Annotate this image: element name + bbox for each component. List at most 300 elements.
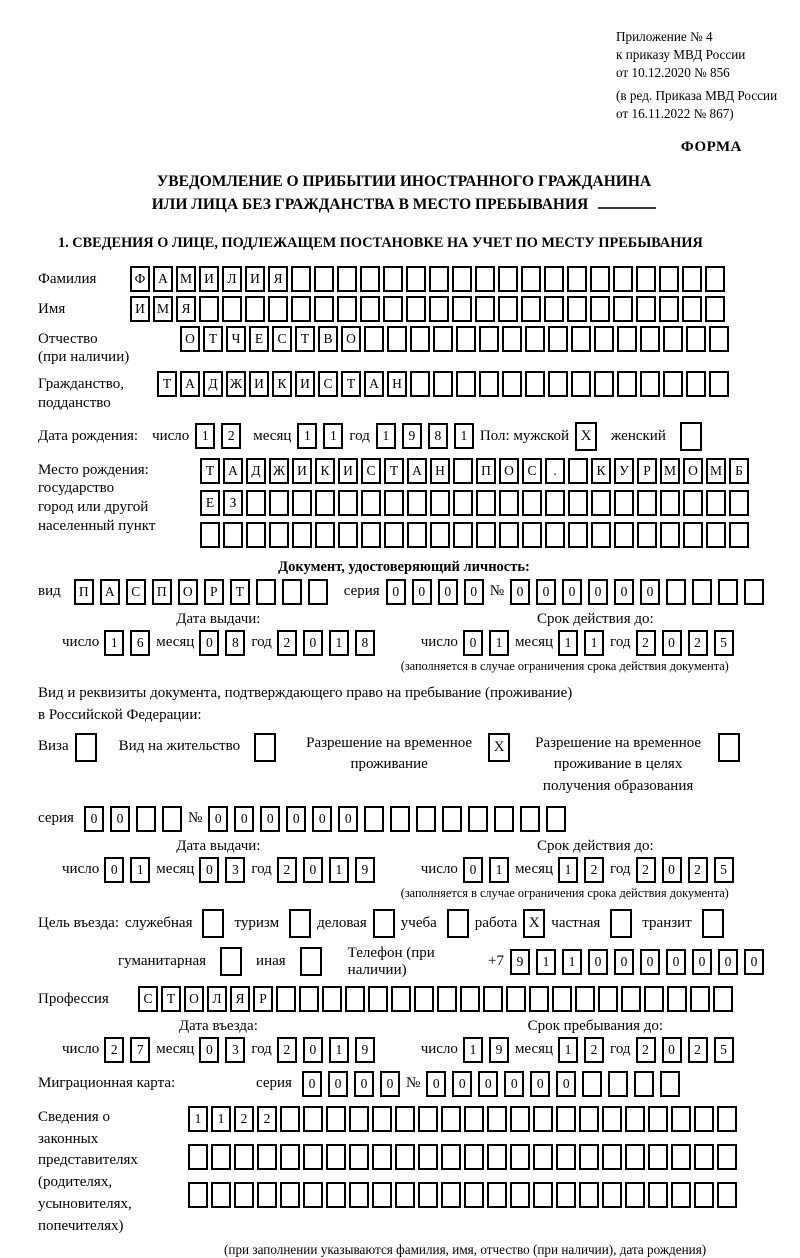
char-cell[interactable]: 2 [688,630,708,656]
char-cell[interactable] [291,296,311,322]
char-cell[interactable] [671,1106,691,1132]
char-cell[interactable] [608,1071,628,1097]
char-cell[interactable]: 2 [277,857,297,883]
char-cell[interactable]: 2 [636,630,656,656]
char-cell[interactable]: Р [637,458,657,484]
char-cell[interactable] [671,1144,691,1170]
checkbox-male[interactable]: X [575,422,597,451]
checkbox-business[interactable] [373,909,395,938]
char-cell[interactable] [414,986,434,1012]
char-cell[interactable]: М [706,458,726,484]
char-cell[interactable]: 1 [558,630,578,656]
char-cell[interactable]: Т [200,458,220,484]
char-cell[interactable]: 1 [536,949,556,975]
char-cell[interactable] [520,806,540,832]
char-cell[interactable]: Я [230,986,250,1012]
char-cell[interactable] [648,1182,668,1208]
char-cell[interactable] [383,296,403,322]
char-cell[interactable]: 0 [662,857,682,883]
char-cell[interactable] [391,986,411,1012]
char-cell[interactable] [479,326,499,352]
char-cell[interactable] [663,326,683,352]
char-cell[interactable] [315,522,335,548]
char-cell[interactable]: Я [176,296,196,322]
char-cell[interactable]: 1 [376,423,396,449]
char-cell[interactable]: 2 [688,857,708,883]
char-cell[interactable] [364,806,384,832]
char-cell[interactable]: 1 [329,1037,349,1063]
char-cell[interactable]: К [315,458,335,484]
char-cell[interactable]: С [126,579,146,605]
char-cell[interactable] [663,371,683,397]
char-cell[interactable]: Ж [226,371,246,397]
char-cell[interactable]: 0 [380,1071,400,1097]
char-cell[interactable] [568,458,588,484]
char-cell[interactable] [579,1106,599,1132]
char-cell[interactable] [598,986,618,1012]
char-cell[interactable] [525,326,545,352]
checkbox-residence-permit[interactable] [254,733,276,762]
checkbox-tourism[interactable] [289,909,311,938]
char-cell[interactable]: 1 [562,949,582,975]
char-cell[interactable] [476,522,496,548]
char-cell[interactable]: 2 [688,1037,708,1063]
char-cell[interactable]: 8 [355,630,375,656]
char-cell[interactable] [667,986,687,1012]
char-cell[interactable]: 0 [110,806,130,832]
char-cell[interactable]: П [74,579,94,605]
char-cell[interactable]: П [476,458,496,484]
char-cell[interactable] [245,296,265,322]
char-cell[interactable] [718,579,738,605]
char-cell[interactable] [441,1106,461,1132]
char-cell[interactable]: Т [203,326,223,352]
char-cell[interactable]: Т [230,579,250,605]
char-cell[interactable] [713,986,733,1012]
char-cell[interactable]: Т [341,371,361,397]
char-cell[interactable] [303,1182,323,1208]
char-cell[interactable] [360,296,380,322]
char-cell[interactable] [361,522,381,548]
char-cell[interactable] [621,986,641,1012]
char-cell[interactable]: 2 [104,1037,124,1063]
char-cell[interactable] [567,266,587,292]
char-cell[interactable]: 0 [504,1071,524,1097]
char-cell[interactable] [683,490,703,516]
char-cell[interactable] [188,1182,208,1208]
char-cell[interactable] [717,1182,737,1208]
char-cell[interactable]: И [249,371,269,397]
char-cell[interactable]: 0 [328,1071,348,1097]
char-cell[interactable] [544,266,564,292]
char-cell[interactable]: Е [200,490,220,516]
char-cell[interactable] [637,522,657,548]
char-cell[interactable]: 0 [303,1037,323,1063]
char-cell[interactable] [686,326,706,352]
char-cell[interactable]: 0 [744,949,764,975]
char-cell[interactable]: 0 [199,630,219,656]
char-cell[interactable] [349,1106,369,1132]
char-cell[interactable] [337,266,357,292]
char-cell[interactable]: Т [295,326,315,352]
checkbox-temp-residence-education[interactable] [718,733,740,762]
char-cell[interactable] [682,296,702,322]
char-cell[interactable] [257,1182,277,1208]
char-cell[interactable] [637,490,657,516]
char-cell[interactable] [291,266,311,292]
char-cell[interactable]: Т [384,458,404,484]
char-cell[interactable] [433,371,453,397]
char-cell[interactable]: 0 [260,806,280,832]
char-cell[interactable]: 0 [312,806,332,832]
char-cell[interactable]: Д [203,371,223,397]
char-cell[interactable]: 2 [277,630,297,656]
char-cell[interactable] [544,296,564,322]
char-cell[interactable]: 0 [588,949,608,975]
char-cell[interactable]: 9 [355,1037,375,1063]
char-cell[interactable] [499,490,519,516]
char-cell[interactable]: И [295,371,315,397]
char-cell[interactable]: З [223,490,243,516]
char-cell[interactable] [552,986,572,1012]
char-cell[interactable] [706,522,726,548]
char-cell[interactable]: 0 [588,579,608,605]
char-cell[interactable] [709,326,729,352]
char-cell[interactable] [383,266,403,292]
char-cell[interactable] [410,371,430,397]
char-cell[interactable]: Р [253,986,273,1012]
char-cell[interactable] [407,522,427,548]
char-cell[interactable] [390,806,410,832]
char-cell[interactable] [636,296,656,322]
char-cell[interactable] [418,1182,438,1208]
char-cell[interactable]: А [100,579,120,605]
char-cell[interactable] [246,490,266,516]
char-cell[interactable] [692,579,712,605]
checkbox-other[interactable] [300,947,322,976]
char-cell[interactable]: 1 [558,857,578,883]
char-cell[interactable]: 1 [584,630,604,656]
char-cell[interactable] [717,1144,737,1170]
char-cell[interactable]: 0 [640,579,660,605]
char-cell[interactable] [406,296,426,322]
char-cell[interactable]: В [318,326,338,352]
char-cell[interactable] [499,522,519,548]
char-cell[interactable] [430,522,450,548]
char-cell[interactable]: 0 [208,806,228,832]
char-cell[interactable] [338,490,358,516]
char-cell[interactable] [686,371,706,397]
char-cell[interactable]: Н [387,371,407,397]
char-cell[interactable] [269,522,289,548]
char-cell[interactable] [257,1144,277,1170]
char-cell[interactable] [162,806,182,832]
checkbox-female[interactable] [680,422,702,451]
char-cell[interactable] [372,1144,392,1170]
char-cell[interactable] [594,326,614,352]
char-cell[interactable]: А [223,458,243,484]
char-cell[interactable]: 1 [558,1037,578,1063]
char-cell[interactable]: 5 [714,1037,734,1063]
char-cell[interactable] [410,326,430,352]
char-cell[interactable] [594,371,614,397]
char-cell[interactable] [314,266,334,292]
char-cell[interactable]: 8 [225,630,245,656]
char-cell[interactable] [546,806,566,832]
char-cell[interactable] [364,326,384,352]
char-cell[interactable]: Т [157,371,177,397]
char-cell[interactable] [276,986,296,1012]
char-cell[interactable] [475,296,495,322]
char-cell[interactable] [648,1106,668,1132]
char-cell[interactable] [614,522,634,548]
char-cell[interactable] [617,326,637,352]
char-cell[interactable] [660,522,680,548]
char-cell[interactable]: О [180,326,200,352]
char-cell[interactable]: 9 [489,1037,509,1063]
char-cell[interactable] [292,490,312,516]
char-cell[interactable] [280,1144,300,1170]
char-cell[interactable] [556,1182,576,1208]
char-cell[interactable]: 1 [104,630,124,656]
char-cell[interactable] [729,490,749,516]
char-cell[interactable]: 1 [329,857,349,883]
char-cell[interactable] [453,522,473,548]
char-cell[interactable] [533,1182,553,1208]
char-cell[interactable]: 1 [130,857,150,883]
char-cell[interactable]: Б [729,458,749,484]
char-cell[interactable] [602,1182,622,1208]
char-cell[interactable]: 0 [692,949,712,975]
char-cell[interactable]: М [153,296,173,322]
char-cell[interactable] [717,1106,737,1132]
char-cell[interactable] [590,296,610,322]
char-cell[interactable] [345,986,365,1012]
char-cell[interactable]: 0 [354,1071,374,1097]
char-cell[interactable]: 1 [297,423,317,449]
char-cell[interactable] [498,296,518,322]
char-cell[interactable] [510,1182,530,1208]
char-cell[interactable]: 0 [104,857,124,883]
char-cell[interactable]: 0 [530,1071,550,1097]
char-cell[interactable] [452,266,472,292]
char-cell[interactable] [506,986,526,1012]
char-cell[interactable] [430,490,450,516]
char-cell[interactable]: 0 [640,949,660,975]
char-cell[interactable] [268,296,288,322]
char-cell[interactable] [337,296,357,322]
char-cell[interactable] [211,1144,231,1170]
char-cell[interactable] [433,326,453,352]
char-cell[interactable] [303,1106,323,1132]
char-cell[interactable]: 0 [463,630,483,656]
char-cell[interactable] [666,579,686,605]
char-cell[interactable] [625,1182,645,1208]
char-cell[interactable] [644,986,664,1012]
char-cell[interactable] [591,490,611,516]
char-cell[interactable]: О [499,458,519,484]
char-cell[interactable]: 0 [556,1071,576,1097]
char-cell[interactable] [315,490,335,516]
char-cell[interactable] [634,1071,654,1097]
char-cell[interactable] [338,522,358,548]
char-cell[interactable]: С [272,326,292,352]
char-cell[interactable] [280,1182,300,1208]
char-cell[interactable] [464,1182,484,1208]
char-cell[interactable] [326,1106,346,1132]
char-cell[interactable] [326,1144,346,1170]
char-cell[interactable]: 2 [584,1037,604,1063]
char-cell[interactable]: 0 [452,1071,472,1097]
char-cell[interactable] [682,266,702,292]
char-cell[interactable]: 0 [510,579,530,605]
char-cell[interactable] [729,522,749,548]
char-cell[interactable] [548,326,568,352]
char-cell[interactable] [468,806,488,832]
char-cell[interactable] [452,296,472,322]
char-cell[interactable]: 2 [584,857,604,883]
char-cell[interactable] [690,986,710,1012]
char-cell[interactable] [314,296,334,322]
char-cell[interactable]: 0 [662,1037,682,1063]
char-cell[interactable] [476,490,496,516]
char-cell[interactable]: 2 [277,1037,297,1063]
char-cell[interactable]: Д [246,458,266,484]
char-cell[interactable]: 0 [562,579,582,605]
char-cell[interactable] [453,490,473,516]
char-cell[interactable]: 0 [536,579,556,605]
char-cell[interactable] [299,986,319,1012]
char-cell[interactable]: Р [204,579,224,605]
char-cell[interactable] [591,522,611,548]
char-cell[interactable] [487,1144,507,1170]
char-cell[interactable]: С [138,986,158,1012]
char-cell[interactable]: 0 [286,806,306,832]
char-cell[interactable] [442,806,462,832]
char-cell[interactable] [636,266,656,292]
char-cell[interactable]: 2 [636,857,656,883]
char-cell[interactable]: Л [222,266,242,292]
char-cell[interactable] [640,326,660,352]
char-cell[interactable]: 1 [329,630,349,656]
char-cell[interactable] [660,490,680,516]
char-cell[interactable]: Е [249,326,269,352]
char-cell[interactable] [648,1144,668,1170]
char-cell[interactable]: 5 [714,857,734,883]
char-cell[interactable] [625,1144,645,1170]
char-cell[interactable]: 0 [463,857,483,883]
char-cell[interactable]: 0 [662,630,682,656]
char-cell[interactable] [590,266,610,292]
char-cell[interactable]: О [341,326,361,352]
char-cell[interactable] [360,266,380,292]
char-cell[interactable] [614,490,634,516]
char-cell[interactable] [349,1144,369,1170]
char-cell[interactable] [556,1106,576,1132]
char-cell[interactable]: А [153,266,173,292]
char-cell[interactable]: 2 [234,1106,254,1132]
char-cell[interactable] [510,1106,530,1132]
char-cell[interactable] [456,371,476,397]
char-cell[interactable] [460,986,480,1012]
char-cell[interactable] [269,490,289,516]
char-cell[interactable] [361,490,381,516]
char-cell[interactable]: Ч [226,326,246,352]
char-cell[interactable] [567,296,587,322]
char-cell[interactable]: 1 [489,857,509,883]
char-cell[interactable] [246,522,266,548]
char-cell[interactable] [308,579,328,605]
char-cell[interactable]: Я [268,266,288,292]
char-cell[interactable] [575,986,595,1012]
char-cell[interactable]: 3 [225,1037,245,1063]
checkbox-temp-residence[interactable]: X [488,733,510,762]
char-cell[interactable] [464,1144,484,1170]
char-cell[interactable]: 0 [84,806,104,832]
char-cell[interactable] [223,522,243,548]
char-cell[interactable] [706,490,726,516]
char-cell[interactable]: 0 [666,949,686,975]
char-cell[interactable]: 0 [478,1071,498,1097]
char-cell[interactable] [522,490,542,516]
char-cell[interactable]: 7 [130,1037,150,1063]
char-cell[interactable]: И [338,458,358,484]
char-cell[interactable] [483,986,503,1012]
checkbox-work[interactable]: X [523,909,545,938]
char-cell[interactable]: 0 [438,579,458,605]
char-cell[interactable] [326,1182,346,1208]
char-cell[interactable] [437,986,457,1012]
char-cell[interactable] [406,266,426,292]
checkbox-official[interactable] [202,909,224,938]
checkbox-private[interactable] [610,909,632,938]
char-cell[interactable]: 0 [199,1037,219,1063]
char-cell[interactable]: 8 [428,423,448,449]
char-cell[interactable] [487,1106,507,1132]
char-cell[interactable]: 1 [211,1106,231,1132]
char-cell[interactable] [671,1182,691,1208]
char-cell[interactable]: 0 [412,579,432,605]
char-cell[interactable] [568,490,588,516]
char-cell[interactable]: Н [430,458,450,484]
char-cell[interactable] [234,1144,254,1170]
char-cell[interactable] [533,1144,553,1170]
char-cell[interactable]: 0 [234,806,254,832]
char-cell[interactable]: 0 [718,949,738,975]
char-cell[interactable] [502,371,522,397]
char-cell[interactable] [694,1106,714,1132]
char-cell[interactable]: 9 [355,857,375,883]
char-cell[interactable]: О [178,579,198,605]
char-cell[interactable] [545,490,565,516]
char-cell[interactable] [659,296,679,322]
char-cell[interactable] [744,579,764,605]
char-cell[interactable] [456,326,476,352]
char-cell[interactable] [548,371,568,397]
char-cell[interactable] [416,806,436,832]
char-cell[interactable] [660,1071,680,1097]
char-cell[interactable]: А [364,371,384,397]
char-cell[interactable] [705,296,725,322]
char-cell[interactable] [613,266,633,292]
char-cell[interactable] [418,1106,438,1132]
char-cell[interactable]: 2 [636,1037,656,1063]
char-cell[interactable]: 9 [510,949,530,975]
char-cell[interactable] [441,1144,461,1170]
char-cell[interactable] [494,806,514,832]
char-cell[interactable] [407,490,427,516]
char-cell[interactable] [498,266,518,292]
